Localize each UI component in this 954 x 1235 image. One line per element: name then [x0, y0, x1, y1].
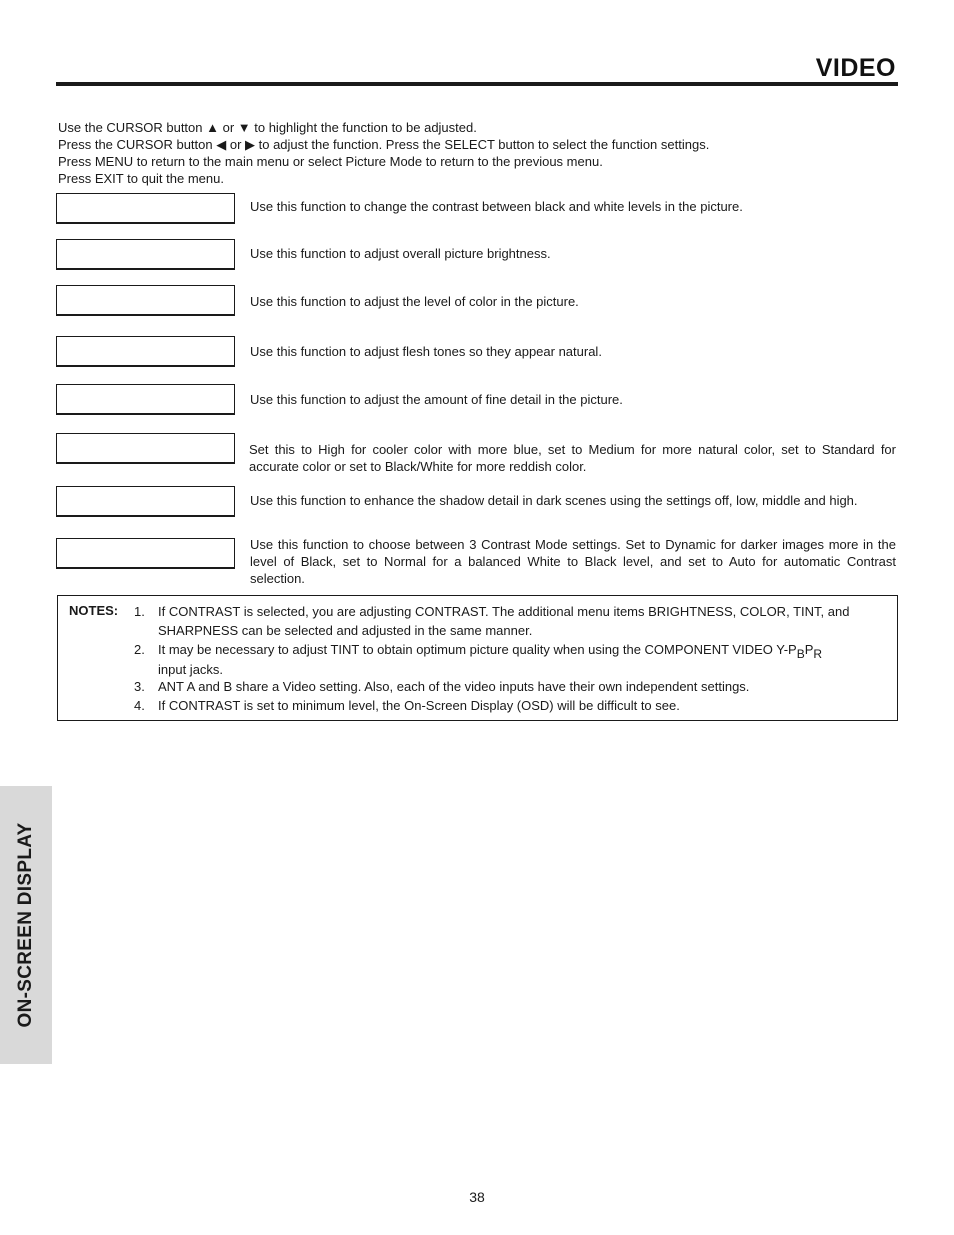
- function-description: Use this function to choose between 3 Contrast Mode settings. Set to Dynamic for darker images more in the level of Black, set to Normal for a balanced White to Black level, and set to Auto for automatic Contrast selection.: [250, 537, 896, 586]
- page-title: VIDEO: [815, 54, 896, 82]
- page-number: 38: [469, 1189, 485, 1205]
- menu-item-box: [56, 433, 235, 464]
- menu-item-box: [56, 285, 235, 316]
- intro-line: Press EXIT to quit the menu.: [58, 171, 224, 186]
- menu-item-box: [56, 384, 235, 415]
- note-number: 2.: [134, 642, 145, 657]
- note-number: 1.: [134, 604, 145, 619]
- menu-item-box: [56, 193, 235, 224]
- intro-line: Press MENU to return to the main menu or select Picture Mode to return to the previous menu.: [58, 154, 603, 169]
- note-text-part: input jacks.: [158, 662, 224, 677]
- function-description: Use this function to enhance the shadow detail in dark scenes using the settings off, low, middle and high.: [250, 493, 858, 508]
- subscript-b: B: [796, 647, 805, 661]
- function-description: Use this function to adjust overall picture brightness.: [250, 246, 551, 261]
- note-text-part: It may be necessary to adjust TINT to obtain optimum picture quality when using the COMPONENT VIDEO Y-P: [158, 642, 797, 657]
- side-tab-label: ON-SCREEN DISPLAY: [15, 822, 36, 1028]
- menu-item-box: [56, 538, 235, 569]
- function-description: Use this function to adjust flesh tones so they appear natural.: [250, 344, 602, 359]
- function-description: Use this function to change the contrast between black and white levels in the picture.: [250, 199, 743, 214]
- note-text: [158, 640, 886, 679]
- note-text: If CONTRAST is set to minimum level, the On-Screen Display (OSD) will be difficult to see.: [158, 698, 680, 713]
- side-tab: [0, 786, 52, 1064]
- note-text: ANT A and B share a Video setting. Also, each of the video inputs have their own independent settings.: [158, 679, 750, 694]
- function-description: Set this to High for cooler color with more blue, set to Medium for more natural color, set to Standard for accurate color or set to Black/White for more reddish color.: [249, 442, 896, 474]
- intro-line: Press the CURSOR button ◀ or ▶ to adjust the function. Press the SELECT button to select the function settings.: [58, 137, 710, 152]
- menu-item-box: [56, 336, 235, 367]
- menu-item-box: [56, 239, 235, 270]
- note-text: If CONTRAST is selected, you are adjusting CONTRAST. The additional menu items BRIGHTNESS, COLOR, TINT, and SHARPNESS can be selected and adjusted in the same manner.: [158, 604, 850, 638]
- note-text-part: P: [804, 642, 814, 657]
- intro-line: Use the CURSOR button ▲ or ▼ to highlight the function to be adjusted.: [58, 120, 477, 135]
- function-description: Use this function to adjust the amount of fine detail in the picture.: [250, 392, 623, 407]
- title-rule: [56, 82, 898, 86]
- intro-instructions: [58, 119, 898, 187]
- note-number: 3.: [134, 679, 145, 694]
- function-description: Use this function to adjust the level of color in the picture.: [250, 294, 579, 309]
- note-number: 4.: [134, 698, 145, 713]
- notes-label: NOTES:: [69, 603, 119, 618]
- subscript-r: R: [813, 647, 823, 661]
- menu-item-box: [56, 486, 235, 517]
- notes-box: [57, 595, 898, 721]
